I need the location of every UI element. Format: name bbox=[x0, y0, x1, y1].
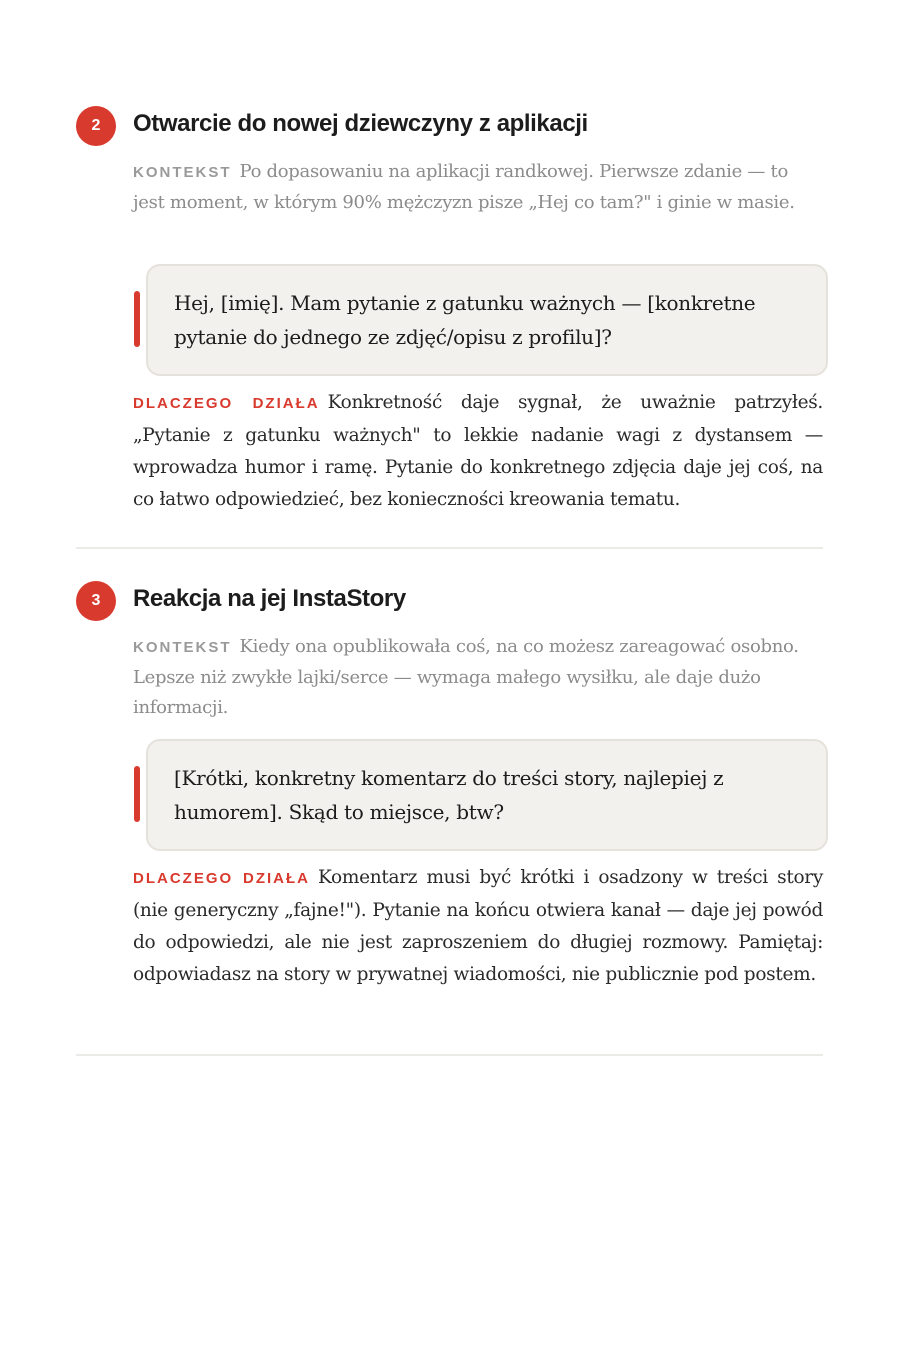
why-paragraph bbox=[133, 862, 823, 991]
why-label: DLACZEGO DZIAŁA bbox=[133, 395, 320, 412]
quote-marker-icon bbox=[134, 291, 140, 347]
why-text: Konkretność daje sygnał, że uważnie patrzyłeś. „Pytanie z gatunku ważnych" to lekkie nadanie wagi z dystansem — wprowadza humor i ramę. Pytanie do konkretnego zdjęcia daje jej coś, na co łatwo odpowiedzieć, bez konieczności kreowania tematu. bbox=[133, 392, 823, 510]
section-number-badge: 3 bbox=[76, 581, 116, 621]
section-divider bbox=[76, 547, 823, 549]
section-title: Reakcja na jej InstaStory bbox=[133, 585, 406, 612]
context-text: Kiedy ona opublikowała coś, na co możesz zareagować osobno. Lepsze niż zwykłe lajki/serce — wymaga małego wysiłku, ale daje dużo informacji. bbox=[133, 636, 799, 718]
section-number-badge: 2 bbox=[76, 106, 116, 146]
context-label: KONTEKST bbox=[133, 164, 232, 181]
why-text: Komentarz musi być krótki i osadzony w treści story (nie generyczny „fajne!"). Pytanie na końcu otwiera kanał — daje jej powód do odpowiedzi, ale nie jest zaproszeniem do długiej rozmowy. Pamiętaj: odpowiadasz na story w prywatnej wiadomości, nie publicznie pod postem. bbox=[133, 867, 824, 985]
why-paragraph bbox=[133, 387, 823, 516]
context-paragraph bbox=[133, 632, 823, 723]
section-divider bbox=[76, 1054, 823, 1056]
why-label: DLACZEGO DZIAŁA bbox=[133, 870, 310, 887]
context-paragraph bbox=[133, 157, 823, 218]
message-template-quote: Hej, [imię]. Mam pytanie z gatunku ważnych — [konkretne pytanie do jednego ze zdjęć/opisu z profilu]? bbox=[146, 264, 828, 376]
context-text: Po dopasowaniu na aplikacji randkowej. Pierwsze zdanie — to jest moment, w którym 90% mężczyzn pisze „Hej co tam?" i ginie w masie. bbox=[133, 161, 795, 213]
context-label: KONTEKST bbox=[133, 639, 232, 656]
message-template-quote: [Krótki, konkretny komentarz do treści story, najlepiej z humorem]. Skąd to miejsce, btw? bbox=[146, 739, 828, 851]
section-title: Otwarcie do nowej dziewczyny z aplikacji bbox=[133, 110, 588, 137]
quote-marker-icon bbox=[134, 766, 140, 822]
